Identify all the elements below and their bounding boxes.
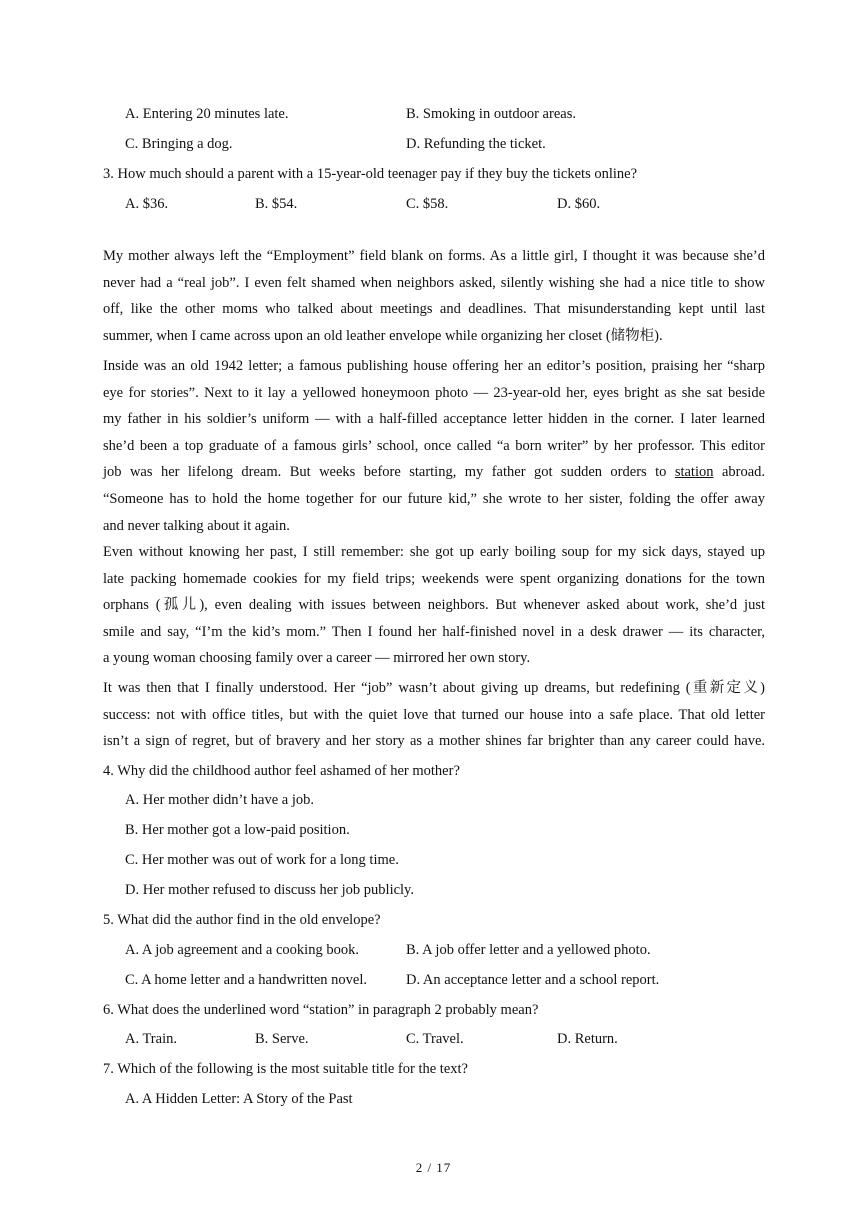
q4-option-d: D. Her mother refused to discuss her job publicly. — [125, 882, 414, 898]
passage-paragraph-4 — [103, 675, 765, 755]
q6-option-b: B. Serve. — [255, 1031, 309, 1047]
passage-line: she’d been a top graduate of a famous girls’ school, once called “a born writer” by her professor. This editor — [103, 437, 765, 454]
q3-option-a: A. $36. — [125, 196, 169, 212]
q2-option-a: A. Entering 20 minutes late. — [125, 106, 289, 122]
q4-stem: 4. Why did the childhood author feel ashamed of her mother? — [103, 763, 460, 779]
q5-option-c: C. A home letter and a handwritten novel. — [125, 972, 368, 988]
passage-line: My mother always left the “Employment” field blank on forms. As a little girl, I thought it was because she’d — [103, 248, 765, 264]
q2-option-b: B. Smoking in outdoor areas. — [406, 106, 576, 122]
q3-option-b: B. $54. — [255, 196, 298, 212]
passage-line: success: not with office titles, but with the quiet love that turned our house into a safe place. That old letter — [103, 706, 765, 723]
passage-line: Even without knowing her past, I still remember: she got up early boiling soup for my sick days, stayed up — [103, 544, 765, 560]
passage-paragraph-3 — [103, 539, 765, 672]
passage-line: orphans (孤儿), even dealing with issues between neighbors. But whenever asked about work, she’d just — [103, 597, 765, 614]
passage-paragraph-1 — [103, 243, 765, 349]
q5-option-a: A. A job agreement and a cooking book. — [125, 942, 359, 958]
passage-line: my father in his soldier’s uniform — with a half-filled acceptance letter hidden in the corner. I later learned — [103, 411, 765, 428]
passage-line: isn’t a sign of regret, but of bravery and her story as a mother shines far brighter than any career could have. — [103, 733, 765, 750]
q5-option-b: B. A job offer letter and a yellowed photo. — [406, 942, 651, 958]
passage-text: job was her lifelong dream. But weeks before starting, my father got sudden orders to — [103, 464, 667, 481]
q4-option-a: A. Her mother didn’t have a job. — [125, 792, 314, 808]
passage-line: summer, when I came across upon an old leather envelope while organizing her closet (储物柜). — [103, 327, 663, 344]
q5-option-d: D. An acceptance letter and a school report. — [406, 972, 660, 988]
passage-line: and never talking about it again. — [103, 517, 290, 534]
passage-line: off, like the other moms who talked about meetings and deadlines. That misunderstanding kept until last — [103, 301, 765, 318]
q2-option-d: D. Refunding the ticket. — [406, 136, 546, 152]
passage-line: smile and say, “I’m the kid’s mom.” Then I found her half-finished novel in a desk drawer — its character, — [103, 623, 765, 640]
passage-line: eye for stories”. Next to it lay a yellowed honeymoon photo — 23-year-old her, eyes bright as she sat beside — [103, 384, 765, 401]
underlined-word-station: station — [674, 464, 714, 481]
q5-stem: 5. What did the author find in the old envelope? — [103, 912, 381, 928]
passage-text: abroad. — [721, 464, 766, 481]
q6-option-c: C. Travel. — [406, 1031, 464, 1047]
q6-stem: 6. What does the underlined word “station” in paragraph 2 probably mean? — [103, 1002, 539, 1018]
q4-option-c: C. Her mother was out of work for a long time. — [125, 852, 399, 868]
passage-line — [103, 459, 765, 486]
page-number: 2 / 17 — [415, 1160, 452, 1175]
passage-line: late packing homemade cookies for my field trips; weekends were spent organizing donations for the town — [103, 570, 765, 587]
passage-line: It was then that I finally understood. Her “job” wasn’t about giving up dreams, but redefining (重新定义) — [103, 680, 765, 696]
q6-option-a: A. Train. — [125, 1031, 177, 1047]
q7-option-a: A. A Hidden Letter: A Story of the Past — [125, 1091, 353, 1107]
q7-stem: 7. Which of the following is the most suitable title for the text? — [103, 1061, 468, 1077]
passage-line: “Someone has to hold the home together for our future kid,” she wrote to her sister, folding the offer away — [103, 490, 765, 507]
q2-option-c: C. Bringing a dog. — [125, 136, 233, 152]
q3-stem: 3. How much should a parent with a 15-year-old teenager pay if they buy the tickets online? — [103, 166, 638, 182]
passage-line: a young woman choosing family over a career — mirrored her own story. — [103, 650, 531, 667]
passage-line: never had a “real job”. I even felt shamed when neighbors asked, silently wishing she had a nice title to show — [103, 274, 765, 291]
q6-option-d: D. Return. — [557, 1031, 618, 1047]
q3-option-d: D. $60. — [557, 196, 601, 212]
passage-paragraph-2 — [103, 353, 765, 539]
passage-line: Inside was an old 1942 letter; a famous publishing house offering her an editor’s position, praising her “sharp — [103, 358, 765, 374]
q4-option-b: B. Her mother got a low-paid position. — [125, 822, 350, 838]
q3-option-c: C. $58. — [406, 196, 449, 212]
